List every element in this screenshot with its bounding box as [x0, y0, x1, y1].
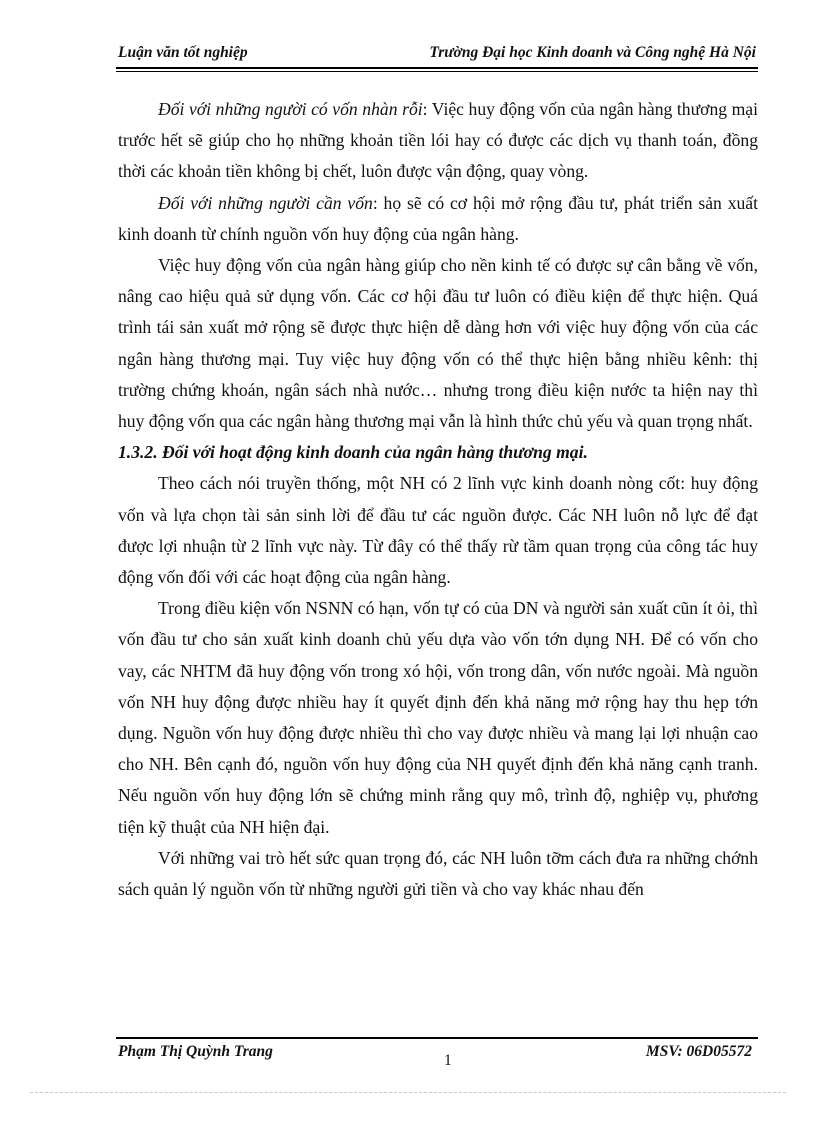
footer-student-id: MSV: 06D05572 [645, 1043, 752, 1060]
paragraph-lead: Đối với những người có vốn nhàn rỗi [158, 99, 423, 119]
paragraph-capital-need [118, 188, 758, 250]
paragraph-lead: Đối với những người cần vốn [158, 192, 373, 213]
header-rule-thick [116, 67, 758, 69]
footer-rule [116, 1037, 758, 1039]
header-thesis-label: Luận văn tốt nghiệp [118, 44, 248, 61]
paragraph-conditions: Trong điều kiện vốn NSNN có hạn, vốn tự có của DN và người sản xuất cũn ít ỏi, thì vốn đầu tư cho sản xuất kinh doanh chủ yếu dựa vào vốn tớn dụng NH. Để có vốn cho vay, các NHTM đã huy động vốn trong xó hội, vốn trong dân, vốn nước ngoài. Mà nguồn vốn NH huy động được nhiều hay ít quyết định đến khả năng mở rộng hay thu hẹp tớn dụng. Nguồn vốn huy động được nhiều thì cho vay được nhiều và mang lại lợi nhuận cao cho NH. Bên cạnh đó, nguồn vốn huy động của NH quyết định đến khả năng cạnh tranh. Nếu nguồn vốn huy động lớn sẽ chứng minh rằng quy mô, trình độ, nghiệp vụ, phương tiện kỹ thuật của NH hiện đại. [118, 598, 758, 837]
header-rule-thin [116, 71, 758, 72]
paragraph-traditional: Theo cách nói truyền thống, một NH có 2 lĩnh vực kinh doanh nòng cốt: huy động vốn và lựa chọn tài sản sinh lời để đầu tư các nguồn được. Các NH luôn nỗ lực để đạt được lợi nhuận từ 2 lĩnh vực này. Từ đây có thể thấy rừ tầm quan trọng của công tác huy động vốn đối với các hoạt động của ngân hàng. [118, 473, 758, 588]
page-footer [118, 1043, 752, 1061]
paragraph-economy: Việc huy động vốn của ngân hàng giúp cho nền kinh tế có được sự cân bằng về vốn, nâng cao hiệu quả sử dụng vốn. Các cơ hội đầu tư luôn có điều kiện để thực hiện. Quá trình tái sản xuất mở rộng sẽ được thực hiện dễ dàng hơn với việc huy động vốn của các ngân hàng thương mại. Tuy việc huy động vốn có thể thực hiện bằng nhiều kênh: thị trường chứng khoán, ngân sách nhà nước… nhưng trong điều kiện nước ta hiện nay thì huy động vốn qua các ngân hàng thương mại vẫn là hình thức chủ yếu và quan trọng nhất. [118, 255, 758, 432]
paragraph-idle-capital [118, 94, 758, 188]
header-university-name: Trường Đại học Kinh doanh và Công nghệ Hà Nội [429, 44, 756, 61]
section-heading-1-3-2: 1.3.2. Đối với hoạt động kinh doanh của ngân hàng thương mại. [118, 442, 588, 463]
page-bottom-divider [30, 1092, 786, 1093]
page-header [118, 44, 756, 62]
page-number-text: 1 [444, 1052, 452, 1069]
paragraph-text: : Việc huy động vốn của ngân hàng thương mại trước hết sẽ giúp cho họ những khoản tiền lói hay có được các dịch vụ thanh toán, đồng thời các khoản tiền không bị chết, luôn được vận động, quay vòng. [118, 99, 759, 182]
paragraph-text: : họ sẽ có cơ hội mở rộng đầu tư, phát triển sản xuất kinh doanh từ chính nguồn vốn huy động của ngân hàng. [118, 192, 758, 244]
document-body [118, 94, 758, 905]
footer-author: Phạm Thị Quỳnh Trang [118, 1043, 273, 1060]
paragraph-roles: Với những vai trò hết sức quan trọng đó, các NH luôn tỡm cách đưa ra những chớnh sách quản lý nguồn vốn từ những người gửi tiền và cho vay khác nhau đến [118, 847, 758, 900]
